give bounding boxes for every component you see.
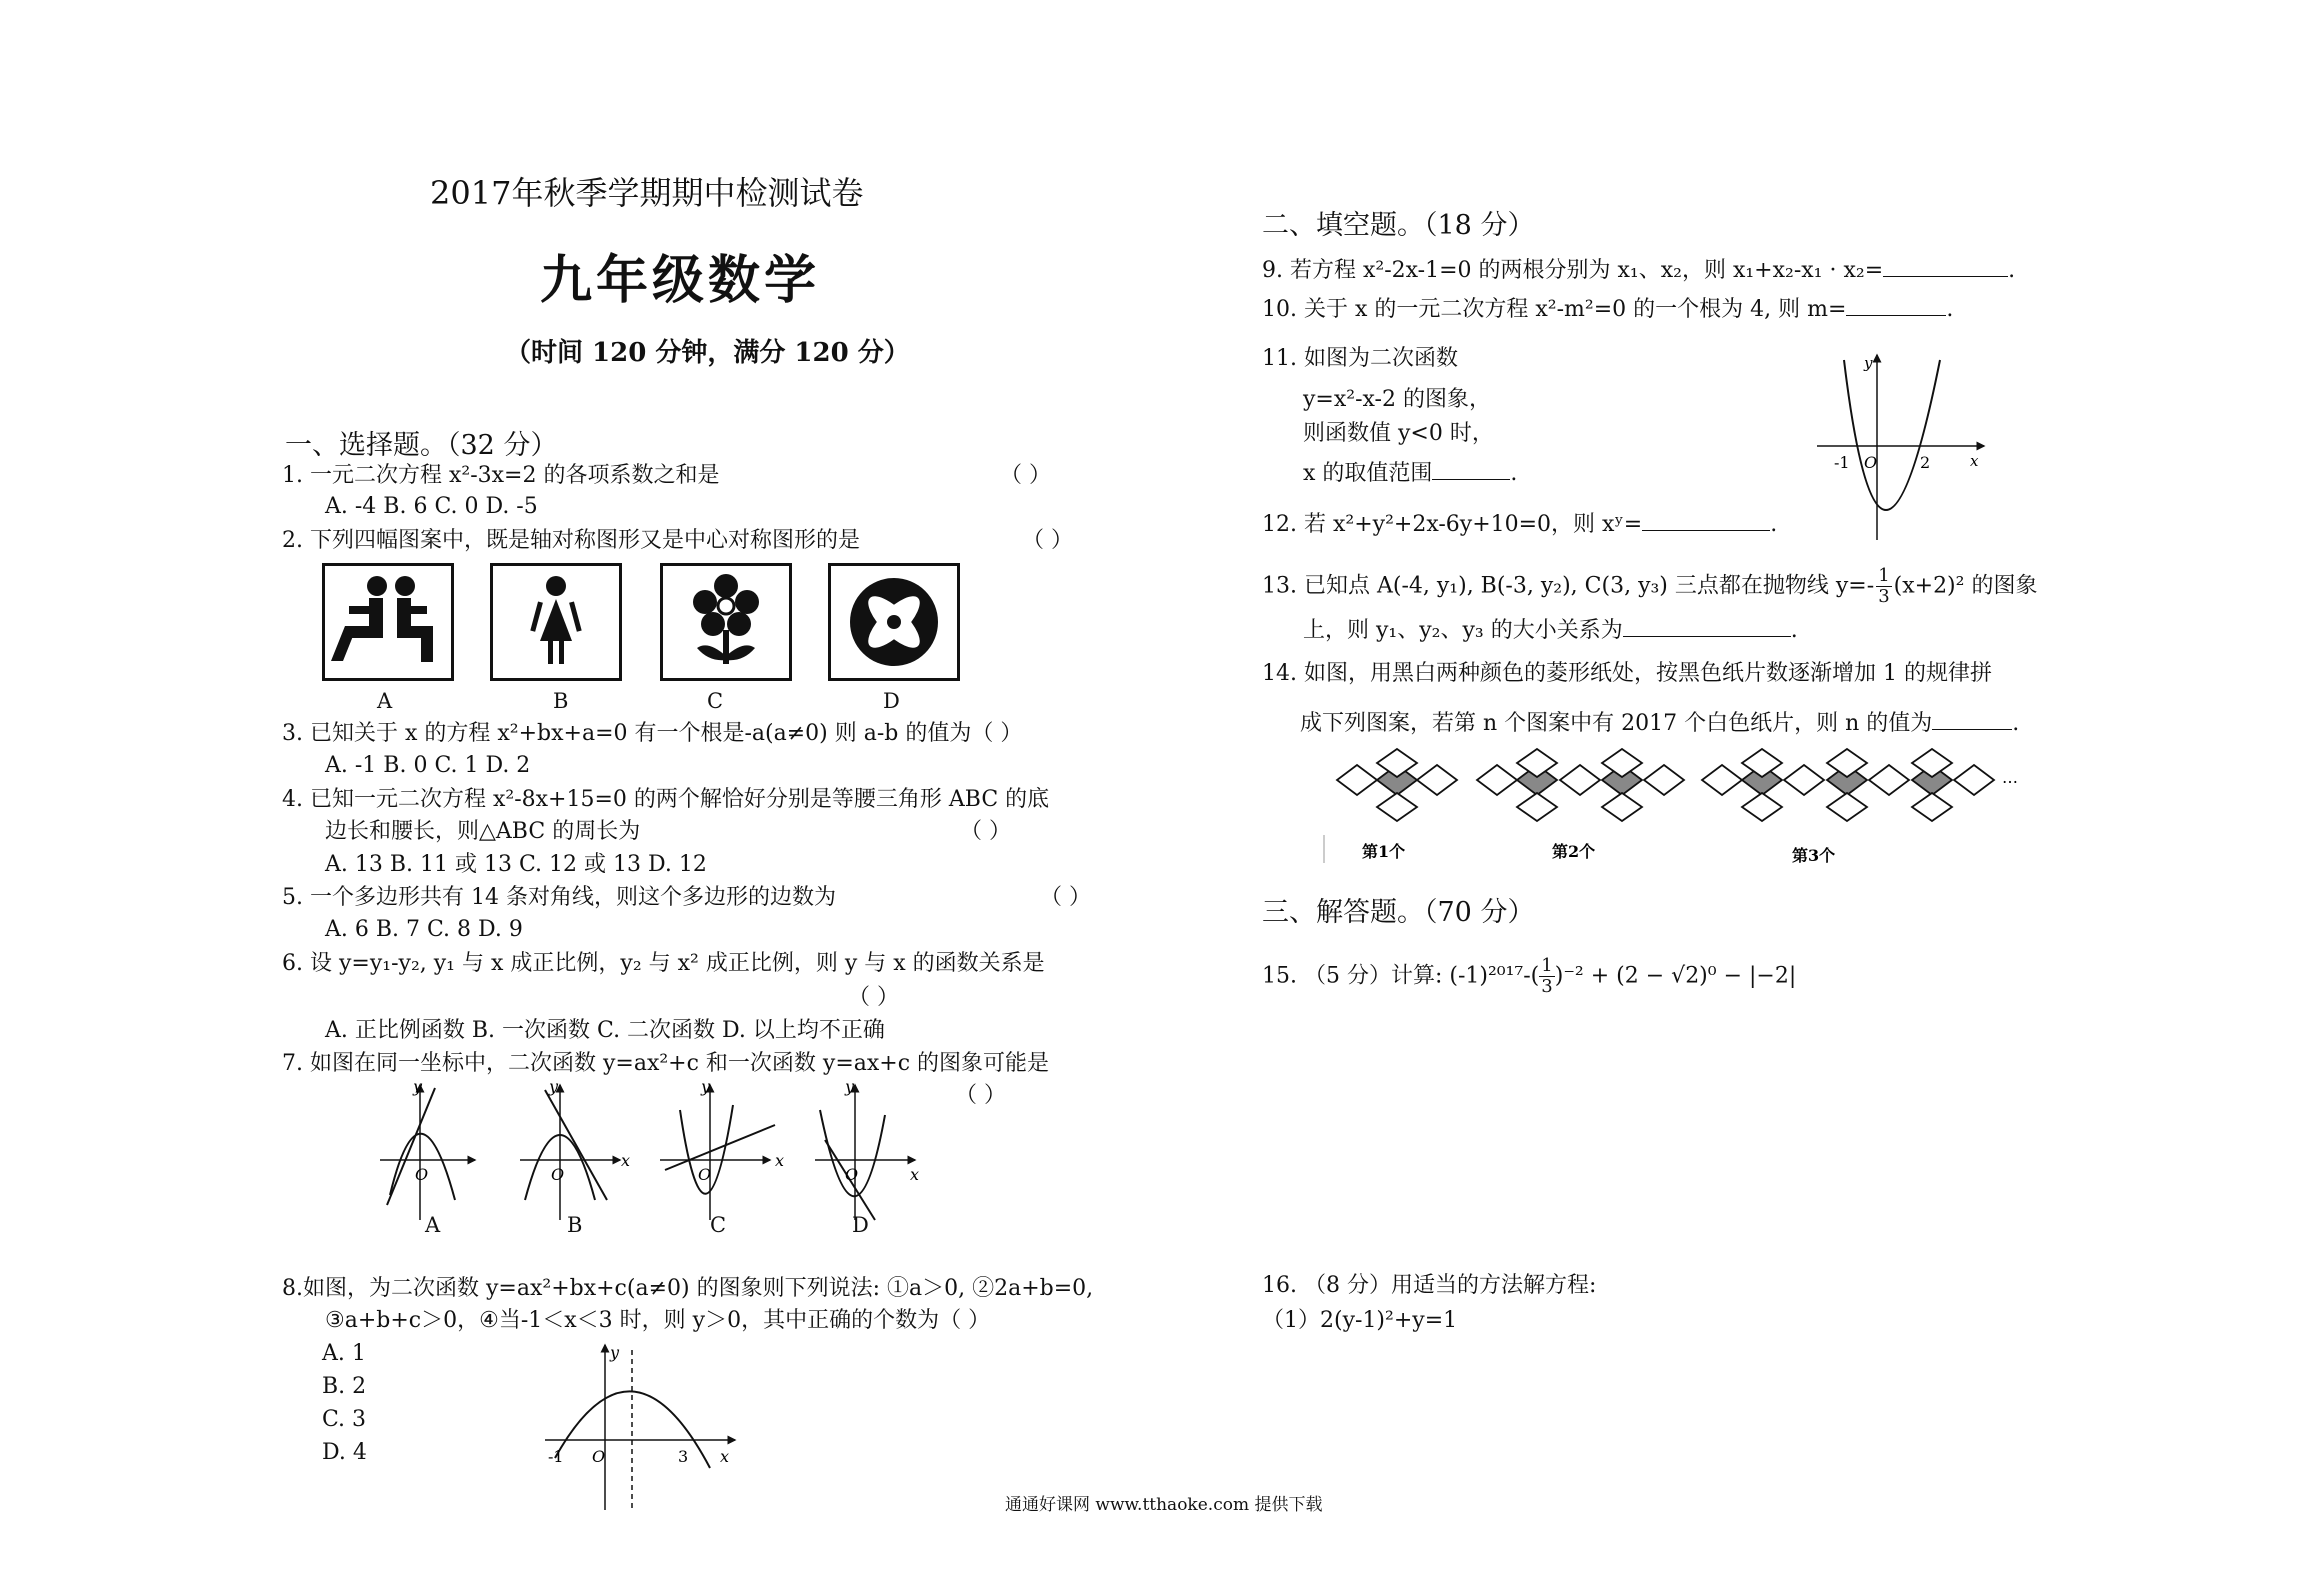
svg-text:O: O xyxy=(551,1165,565,1184)
svg-text:O: O xyxy=(1864,453,1878,472)
svg-text:第1个: 第1个 xyxy=(1362,842,1406,861)
svg-text:y: y xyxy=(701,1077,711,1096)
sitting-people-icon xyxy=(325,566,451,678)
svg-text:x: x xyxy=(720,1447,730,1466)
svg-text:…: … xyxy=(2002,768,2018,787)
q5-options: A. 6 B. 7 C. 8 D. 9 xyxy=(325,917,523,942)
q11-line1: 11. 如图为二次函数 xyxy=(1262,346,1458,371)
q1-paren: （ ） xyxy=(1000,463,1051,488)
svg-text:第2个: 第2个 xyxy=(1552,842,1596,861)
q7-label-d: D xyxy=(852,1213,869,1237)
svg-text:x: x xyxy=(910,1165,920,1184)
q12-text: 12. 若 x²+y²+2x-6y+10=0，则 xʸ= . xyxy=(1262,512,1778,537)
svg-text:x: x xyxy=(775,1151,785,1170)
q14-rhombus-pattern xyxy=(1322,745,2027,867)
q7-graph-b xyxy=(520,1077,630,1220)
q10-text: 10. 关于 x 的一元二次方程 x²-m²=0 的一个根为 4, 则 m= . xyxy=(1262,297,1954,322)
svg-text:y: y xyxy=(1864,354,1873,372)
svg-text:x: x xyxy=(621,1151,631,1170)
q7-label-c: C xyxy=(710,1213,727,1237)
q13-line1: 13. 已知点 A(-4, y₁), B(-3, y₂), C(3, y₃) 三点都在抛物线 y=- $\frac{1}{3}$ (x+2)² 的图象 xyxy=(1262,565,2038,607)
q7-text: 7. 如图在同一坐标中，二次函数 y=ax²+c 和一次函数 y=ax+c 的图象可能是 xyxy=(282,1051,1050,1076)
section2-heading: 二、填空题。（18 分） xyxy=(1262,210,1535,241)
q3-options: A. -1 B. 0 C. 1 D. 2 xyxy=(325,753,531,778)
q7-paren: （ ） xyxy=(955,1083,1006,1108)
q15-fraction: $\frac{1}{3}$ xyxy=(1541,955,1553,997)
q7-graph-a xyxy=(380,1077,475,1220)
svg-text:2: 2 xyxy=(1920,453,1931,472)
q8-option-c: C. 3 xyxy=(322,1407,367,1432)
q11-line4: x 的取值范围 . xyxy=(1303,461,1518,486)
svg-text:O: O xyxy=(698,1165,712,1184)
q2-label-b: B xyxy=(553,689,569,713)
q2-text: 2. 下列四幅图案中，既是轴对称图形又是中心对称图形的是 xyxy=(282,528,860,553)
subject-title: 九年级数学 xyxy=(540,250,821,311)
q16-text: 16. （8 分）用适当的方法解方程: xyxy=(1262,1273,1597,1298)
svg-text:y: y xyxy=(610,1343,620,1362)
q8-option-a: A. 1 xyxy=(322,1341,366,1366)
q7-graph-d xyxy=(815,1077,919,1220)
section3-heading: 三、解答题。（70 分） xyxy=(1262,897,1535,928)
q8-line2: ③a+b+c＞0，④当-1＜x＜3 时，则 y＞0，其中正确的个数为（ ） xyxy=(325,1308,991,1333)
svg-text:O: O xyxy=(845,1165,859,1184)
q4-options: A. 13 B. 11 或 13 C. 12 或 13 D. 12 xyxy=(325,852,707,877)
svg-text:-1: -1 xyxy=(548,1447,564,1466)
svg-text:-1: -1 xyxy=(1834,453,1850,472)
svg-text:x: x xyxy=(1970,452,1979,470)
q7-graph-c xyxy=(660,1077,784,1220)
q11-graph xyxy=(1812,350,1987,545)
svg-text:第3个: 第3个 xyxy=(1792,846,1836,865)
svg-text:y: y xyxy=(549,1077,559,1096)
woman-icon xyxy=(493,566,619,678)
q6-paren: （ ） xyxy=(848,985,899,1010)
q7-label-a: A xyxy=(425,1213,441,1237)
q5-paren: （ ） xyxy=(1040,885,1091,910)
q15-text: 15. （5 分）计算: (-1)²⁰¹⁷-( $\frac{1}{3}$ )⁻² + (2 − √2)⁰ − |−2| xyxy=(1262,955,1797,997)
q14-line2: 成下列图案，若第 n 个图案中有 2017 个白色纸片，则 n 的值为 . xyxy=(1300,711,2020,736)
q16-part1: （1）2(y-1)²+y=1 xyxy=(1262,1308,1458,1333)
q14-line1: 14. 如图，用黑白两种颜色的菱形纸处，按黑色纸片数逐渐增加 1 的规律拼 xyxy=(1262,661,1992,686)
q4-line2: 边长和腰长，则△ABC 的周长为 xyxy=(325,819,641,844)
q1-options: A. -4 B. 6 C. 0 D. -5 xyxy=(325,494,538,519)
q8-line1: 8.如图，为二次函数 y=ax²+bx+c(a≠0) 的图象则下列说法: ①a＞0, ②2a+b=0, xyxy=(282,1276,1094,1301)
q2-label-d: D xyxy=(883,689,900,713)
q1-text: 1. 一元二次方程 x²-3x=2 的各项系数之和是 xyxy=(282,463,720,488)
q13-fraction: $\frac{1}{3}$ xyxy=(1878,565,1890,607)
q11-line2: y=x²-x-2 的图象， xyxy=(1303,387,1491,412)
q11-line3: 则函数值 y<0 时， xyxy=(1303,421,1494,446)
q5-text: 5. 一个多边形共有 14 条对角线，则这个多边形的边数为 xyxy=(282,885,836,910)
q2-figure-b xyxy=(490,563,622,681)
q2-paren: （ ） xyxy=(1022,528,1073,553)
svg-text:O: O xyxy=(415,1165,429,1184)
q2-label-c: C xyxy=(707,689,724,713)
time-note: （时间 120 分钟，满分 120 分） xyxy=(505,338,910,368)
section1-heading: 一、选择题。（32 分） xyxy=(285,430,558,461)
footer-credit: 通通好课网 www.tthaoke.com 提供下载 xyxy=(1005,1495,1323,1515)
q8-option-d: D. 4 xyxy=(322,1440,367,1465)
q9-text: 9. 若方程 x²-2x-1=0 的两根分别为 x₁、x₂，则 x₁+x₂-x₁ · x₂= . xyxy=(1262,258,2016,283)
q2-figure-c xyxy=(660,563,792,681)
q6-options: A. 正比例函数 B. 一次函数 C. 二次函数 D. 以上均不正确 xyxy=(325,1018,885,1043)
q13-line2: 上，则 y₁、y₂、y₃ 的大小关系为 . xyxy=(1303,618,1798,643)
q7-graphs xyxy=(375,1077,920,1230)
svg-text:3: 3 xyxy=(678,1447,689,1466)
flower-icon xyxy=(663,566,789,678)
q2-label-a: A xyxy=(377,689,393,713)
q4-paren: （ ） xyxy=(960,819,1011,844)
q6-text: 6. 设 y=y₁-y₂, y₁ 与 x 成正比例，y₂ 与 x² 成正比例，则 y 与 x 的函数关系是 xyxy=(282,951,1045,976)
q7-label-b: B xyxy=(567,1213,583,1237)
circle-pattern-icon xyxy=(831,566,957,678)
q2-figure-a xyxy=(322,563,454,681)
exam-title: 2017年秋季学期期中检测试卷 xyxy=(430,174,864,212)
q4-line1: 4. 已知一元二次方程 x²-8x+15=0 的两个解恰好分别是等腰三角形 ABC 的底 xyxy=(282,787,1050,812)
svg-text:y: y xyxy=(413,1077,423,1096)
q8-option-b: B. 2 xyxy=(322,1374,367,1399)
svg-text:O: O xyxy=(592,1447,606,1466)
q8-graph xyxy=(540,1340,740,1515)
q3-text: 3. 已知关于 x 的方程 x²+bx+a=0 有一个根是-a(a≠0) 则 a-b 的值为（ ） xyxy=(282,721,1023,746)
svg-text:y: y xyxy=(845,1077,855,1096)
q2-figure-d xyxy=(828,563,960,681)
